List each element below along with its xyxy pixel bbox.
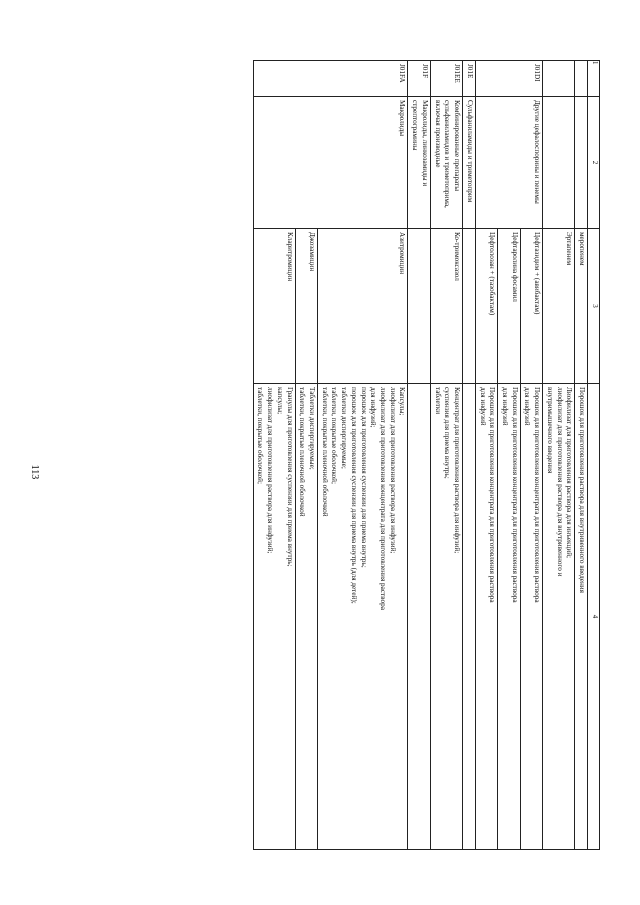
- atc-code-cell: J01E: [463, 61, 476, 97]
- atc-code-cell: [543, 61, 575, 97]
- table-row: [318, 61, 408, 850]
- dosage-form-line: лиофилизат для приготовления раствора для внутривенного и: [555, 387, 564, 577]
- column-number-4: 4: [588, 384, 600, 850]
- dosage-forms-cell: [430, 384, 462, 850]
- dosage-form-line: таблетки, покрытые пленочной оболочкой: [320, 387, 329, 517]
- dosage-form-line: порошок для приготовления суспензии для приема внутрь (для детей);: [349, 387, 358, 604]
- table-row: [430, 61, 462, 850]
- dosage-form-line: лиофилизат для приготовления раствора для инфузий;: [266, 387, 275, 554]
- dosage-form-line: лиофилизат для приготовления раствора для инфузий;: [388, 387, 397, 554]
- column-number-row: [588, 61, 600, 850]
- dosage-form-line: для инфузий: [500, 387, 509, 426]
- dosage-form-line: для инфузий;: [369, 387, 378, 428]
- dosage-form-line: Лиофилизат для приготовления раствора для инъекций;: [565, 387, 574, 559]
- dosage-form-line: капсулы;: [275, 387, 284, 415]
- dosage-form-line: лиофилизат для приготовления концентрата для приготовления раствора: [379, 387, 388, 610]
- dosage-form-line: Порошок для приготовления концентрата для приготовления раствора: [510, 387, 519, 603]
- atc-code-cell: J01FA: [253, 61, 408, 97]
- dosage-forms-cell: [253, 384, 295, 850]
- drug-name-cell: Азитромицин: [318, 229, 408, 384]
- dosage-forms-cell: [520, 384, 542, 850]
- drug-name-cell: меропенем: [575, 229, 588, 384]
- group-name-cell: [543, 97, 575, 229]
- dosage-forms-cell: [498, 384, 520, 850]
- dosage-form-line: внутримышечного введения: [545, 387, 554, 474]
- dosage-form-line: Таблетки диспергируемые;: [308, 387, 317, 470]
- dosage-form-line: Порошок для приготовления концентрата для приготовления раствора: [488, 387, 497, 603]
- dosage-form-line: для инфузий: [523, 387, 532, 426]
- dosage-forms-cell: [463, 384, 476, 850]
- group-name-cell: Сульфаниламиды и триметоприм: [463, 97, 476, 229]
- dosage-form-line: порошок для приготовления суспензии для приема внутрь;: [359, 387, 368, 568]
- dosage-form-line: суспензия для приема внутрь;: [443, 387, 452, 479]
- dosage-form-line: таблетки, покрытые оболочкой;: [256, 387, 265, 484]
- group-name-cell: Макролиды, линкозамиды и стрептограмины: [408, 97, 430, 229]
- drug-table-sheet: [80, 60, 600, 850]
- dosage-form-line: Порошок для приготовления раствора для внутривенного введения: [578, 387, 586, 593]
- table-row: [575, 61, 588, 850]
- drug-name-cell: Цефтазидим + (авибактам): [520, 229, 542, 384]
- dosage-form-line: таблетки, покрытые оболочкой;: [330, 387, 339, 484]
- drug-name-cell: [408, 229, 430, 384]
- dosage-forms-cell: [543, 384, 575, 850]
- group-name-cell: Другие цефалоспорины и пенемы: [475, 97, 542, 229]
- dosage-form-line: Гранулы для приготовления суспензии для приема внутрь;: [285, 387, 294, 567]
- dosage-forms-cell: [318, 384, 408, 850]
- atc-code-cell: J01F: [408, 61, 430, 97]
- drug-name-cell: Цефтолозан + (тазобактам): [475, 229, 497, 384]
- group-name-cell: Макролиды: [253, 97, 408, 229]
- atc-code-cell: J01DI: [475, 61, 542, 97]
- dosage-form-line: для инфузий: [478, 387, 487, 426]
- dosage-form-line: Капсулы;: [398, 387, 407, 416]
- column-number-2: 2: [588, 97, 600, 229]
- column-number-3: 3: [588, 229, 600, 384]
- dosage-form-line: таблетки: [433, 387, 442, 415]
- atc-code-cell: J01EE: [430, 61, 462, 97]
- dosage-form-line: Порошок для приготовления концентрата для приготовления раствора: [533, 387, 542, 603]
- dosage-forms-cell: [295, 384, 317, 850]
- drug-name-cell: Кларитромицин: [253, 229, 295, 384]
- dosage-forms-cell: [575, 384, 588, 850]
- drug-name-cell: [463, 229, 476, 384]
- dosage-form-line: таблетки, покрытые пленочной оболочкой: [298, 387, 307, 517]
- drug-name-cell: Джозамицин: [295, 229, 317, 384]
- drug-name-cell: Эртапенем: [543, 229, 575, 384]
- column-number-1: 1: [588, 61, 600, 97]
- table-row: [408, 61, 430, 850]
- table-row: [463, 61, 476, 850]
- drug-name-cell: Цефтаролина фосамил: [498, 229, 520, 384]
- dosage-form-line: таблетки диспергируемые;: [340, 387, 349, 469]
- drug-table: [253, 60, 600, 850]
- dosage-forms-cell: [475, 384, 497, 850]
- dosage-forms-cell: [408, 384, 430, 850]
- atc-code-cell: [575, 61, 588, 97]
- page-number: 113: [29, 464, 40, 480]
- dosage-form-line: Концентрат для приготовления раствора для инфузий;: [453, 387, 462, 554]
- drug-name-cell: Ко-тримоксазол: [430, 229, 462, 384]
- group-name-cell: [575, 97, 588, 229]
- group-name-cell: Комбинированные препараты сульфаниламидов и триметоприма, включая производные: [430, 97, 462, 229]
- table-row: [520, 61, 542, 850]
- table-row: [543, 61, 575, 850]
